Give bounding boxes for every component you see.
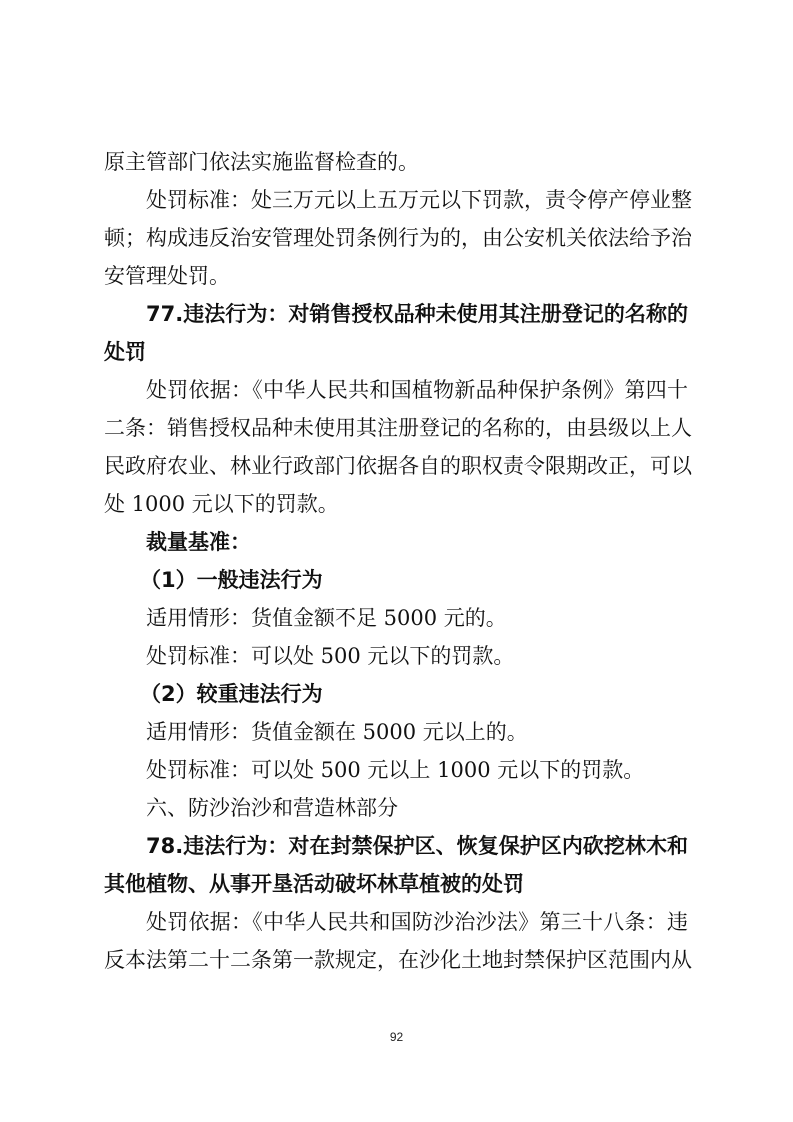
level-2-heading: （2）较重违法行为 bbox=[140, 682, 323, 706]
text-line-10: 处 1000 元以下的罚款。 bbox=[104, 492, 339, 516]
text-line-9: 民政府农业、林业行政部门依据各自的职权责令限期改正，可以 bbox=[104, 454, 692, 478]
page-number: 92 bbox=[389, 1030, 404, 1044]
text-line-22: 反本法第二十二条第一款规定，在沙化土地封禁保护区范围内从 bbox=[104, 948, 692, 972]
section-heading-77: 77.违法行为：对销售授权品种未使用其注册登记的名称的 bbox=[146, 302, 688, 326]
level-2-situation: 适用情形：货值金额在 5000 元以上的。 bbox=[146, 720, 528, 744]
section-heading-78-cont: 其他植物、从事开垦活动破坏林草植被的处罚 bbox=[104, 872, 524, 896]
text-line-4: 安管理处罚。 bbox=[104, 264, 230, 288]
section-heading-78: 78.违法行为：对在封禁保护区、恢复保护区内砍挖林木和 bbox=[146, 834, 688, 858]
part-six-heading: 六、防沙治沙和营造林部分 bbox=[146, 796, 398, 820]
text-line-8: 二条：销售授权品种未使用其注册登记的名称的，由县级以上人 bbox=[104, 416, 692, 440]
level-1-situation: 适用情形：货值金额不足 5000 元的。 bbox=[146, 606, 507, 630]
text-line-7: 处罚依据：《中华人民共和国植物新品种保护条例》第四十 bbox=[146, 378, 688, 402]
text-line-21: 处罚依据：《中华人民共和国防沙治沙法》第三十八条：违 bbox=[146, 910, 688, 934]
level-2-penalty: 处罚标准：可以处 500 元以上 1000 元以下的罚款。 bbox=[146, 758, 645, 782]
text-line-3: 顿；构成违反治安管理处罚条例行为的，由公安机关依法给予治 bbox=[104, 226, 692, 250]
level-1-penalty: 处罚标准：可以处 500 元以下的罚款。 bbox=[146, 644, 515, 668]
section-heading-77-cont: 处罚 bbox=[104, 340, 146, 364]
level-1-heading: （1）一般违法行为 bbox=[140, 568, 323, 592]
discretion-standard-heading: 裁量基准： bbox=[146, 530, 251, 554]
text-line-2: 处罚标准：处三万元以上五万元以下罚款，责令停产停业整 bbox=[146, 188, 692, 212]
text-line-1: 原主管部门依法实施监督检查的。 bbox=[104, 150, 419, 174]
